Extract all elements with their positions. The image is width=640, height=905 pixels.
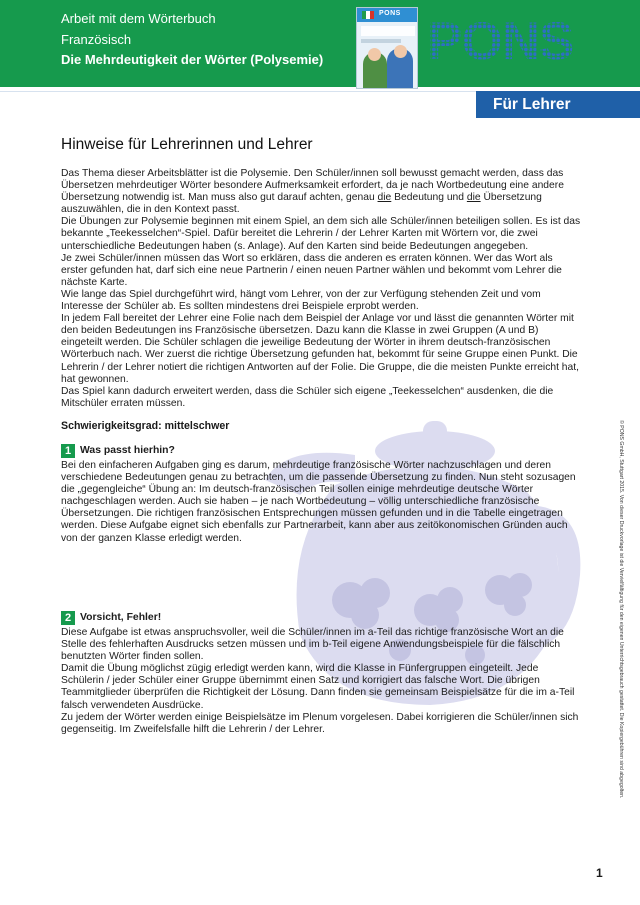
page-number: 1 [596,866,603,880]
intro-paragraph: Das Thema dieser Arbeitsblätter ist die Polysemie. Den Schüler/innen soll bewusst gemacht werden, dass das Übersetzen mehrdeutiger Wörter besondere Aufmerksamkeit erfordert, da je nach Wortbedeutung eine andere Übersetzung notwendig ist. Man muss also gut darauf achten, genau die Bedeutung und die Übersetzung auszuwählen, die in den Kontext passt. [61,168,564,216]
audience-tab: Für Lehrer [476,91,640,118]
task-title: Was passt hierhin? [80,444,175,456]
task-number-badge: 2 [61,611,75,625]
task-title: Vorsicht, Fehler! [80,611,162,623]
intro-paragraph: Die Übungen zur Polysemie beginnen mit einem Spiel, an dem sich alle Schüler/innen beteiligen sollen. Es ist das bekannte „Teekesselchen“-Spiel. Dafür bereitet die Lehrerin / der Lehrer Karten mit Wörtern vor, die zwei unterschiedliche Bedeutungen haben (s. Anlage). Auf den Karten sind beide Bedeutungen angegeben. [61,216,581,252]
brand-wordmark: PONS [427,15,574,65]
pons-logo [427,15,583,65]
intro-text [61,168,581,410]
header-series: Arbeit mit dem Wörterbuch [61,11,216,26]
task-text: Diese Aufgabe ist etwas anspruchsvoller, weil die Schüler/innen im a-Teil das richtige französische Wort an die Stelle des fehlerhaften Ausdrucks setzen müssen und im b-Teil eigene Anwendungsbeispiele für die fälschlich benutzten Wörter finden sollen. [61,627,564,663]
task-text: Bei den einfacheren Aufgaben ging es darum, mehrdeutige französische Wörter nachzuschlagen und deren verschiedene Bedeutungen genau zu betrachten, um die passende Übersetzung zu finden. Nun steht sozusagen die „gegengleiche“ Übung an: Im deutsch-französischen Teil sollen einige mehrdeutige deutsche Wörter nachgeschlagen werden. Auch sie haben – je nach Wortbedeutung – völlig unterschiedliche französische Übersetzungen. Die richtigen französischen Entsprechungen müssen gefunden und in die Tabelle eingetragen werden. Diese Aufgabe eignet sich ebenfalls zur Partnerarbeit, kann aber aus zeitökonomischen Gründen auch von der ganzen Klasse erledigt werden. [61,460,576,544]
task-text: Damit die Übung möglichst zügig erledigt werden kann, wird die Klasse in Fünfergruppen eingeteilt. Jede Schülerin / jeder Schüler einer Gruppe übernimmt einen Satz und korrigiert das falsche Wort. Die übrigen Teammitglieder überprüfen die Richtigkeit der Lösung. Dann finden sie gemeinsam Beispielsätze für die im a-Teil falsch verwendeten Ausdrücke. [61,663,575,711]
intro-paragraph: In jedem Fall bereitet der Lehrer eine Folie nach dem Beispiel der Anlage vor und lässt die genannten Wörter mit den beiden Bedeutungen ins Französische übersetzen. Dazu kann die Klasse in zwei Gruppen (A und B) eingeteilt werden. Die Schüler schlagen die jeweilige Bedeutung der Wörter in ihrem deutsch-französischen Wörterbuch nach. Wer zuerst die richtige Übersetzung gefunden hat, bekommt für seine Gruppe einen Punkt. Die Lehrerin / der Lehrer notiert die richtigen Antworten auf der Folie. Die Gruppe, die die meisten Punkte erreicht hat, hat gewonnen. [61,313,579,385]
task-section [61,610,581,736]
intro-paragraph: Je zwei Schüler/innen müssen das Wort so erklären, dass die anderen es erraten können. Wer das Wort als erster gefunden hat, darf sich eine neue Partnerin / einen neuen Partner wählen und bekommt vom Lehrer die nächste Karte. [61,252,562,288]
header-language: Französisch [61,31,132,47]
italy-flag-icon [362,11,374,19]
copyright-notice: © PONS GmbH, Stuttgart 2015. Von dieser Druckvorlage ist die Vervielfältigung für den eigenen Unterrichtsgebrauch gestattet. Die Kopiergebühren sind abgegolten. [618,420,624,799]
difficulty-label: Schwierigkeitsgrad: mittelschwer [61,420,230,432]
task-section [61,443,581,545]
task-text: Zu jedem der Wörter werden einige Beispielsätze im Plenum vorgelesen. Dabei korrigieren die Schüler/innen sich gegenseitig. Im Zweifelsfalle hilft die Lehrerin / der Lehrer. [61,711,579,735]
header-text [61,9,323,71]
intro-paragraph: Wie lange das Spiel durchgeführt wird, hängt vom Lehrer, von der zur Verfügung stehenden Zeit und vom Interesse der Schüler ab. Es sollten mindestens drei Beispiele erprobt werden. [61,288,541,313]
copyright-sidebar [613,420,625,830]
task-heading [61,610,581,626]
task-number-badge: 1 [61,444,75,458]
task-heading [61,443,581,459]
dictionary-cover-image [356,7,418,89]
header-topic: Die Mehrdeutigkeit der Wörter (Polysemie) [61,52,324,67]
header-bar [0,0,640,87]
intro-paragraph: Das Spiel kann dadurch erweitert werden, dass die Schüler sich eigene „Teekesselchen“ ausdenken, die die Mitschüler erraten müssen. [61,385,554,409]
page-title: Hinweise für Lehrerinnen und Lehrer [61,136,313,153]
cover-brand: PONS [379,10,401,17]
